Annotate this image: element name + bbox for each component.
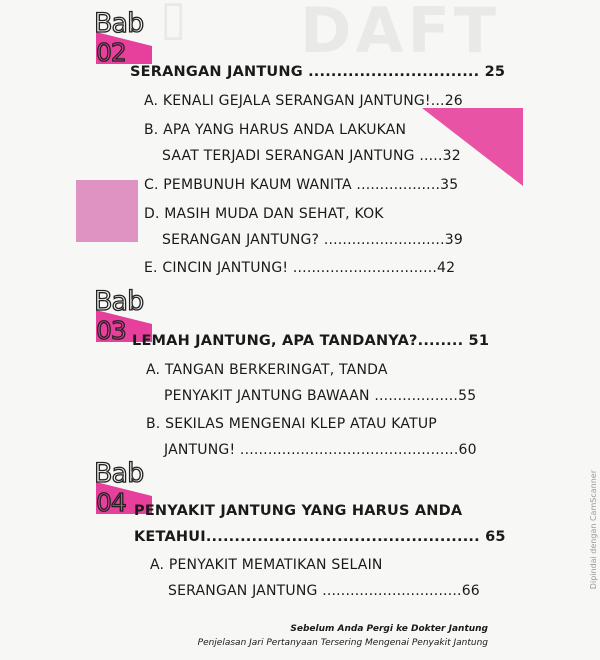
book-subtitle-footer: Penjelasan Jari Pertanyaan Tersering Mengenai Penyakit Jantung [197,638,488,648]
pink-triangle-decoration [418,100,526,188]
chapter-badge-number: 03 [96,316,126,345]
toc-entry: PENYAKIT JANTUNG BAWAAN ..................55 [164,388,477,404]
toc-entry: E. CINCIN JANTUNG! ...............................42 [144,260,456,276]
toc-entry: C. PEMBUNUH KAUM WANITA ..................35 [144,177,459,193]
chapter-title: SERANGAN JANTUNG .............................. 25 [130,64,506,80]
toc-entry: A. KENALI GEJALA SERANGAN JANTUNG!...26 [144,93,463,109]
bleedthrough-heading: DAFT [300,0,501,67]
toc-entry: A. TANGAN BERKERINGAT, TANDA [146,362,388,378]
chapter-badge-word: Bab [94,286,144,317]
chapter-title: LEMAH JANTUNG, APA TANDANYA?........ 51 [132,333,490,349]
chapter-badge-number: 02 [96,38,126,67]
bleedthrough-heading: ▯ [160,0,187,46]
book-title-footer: Sebelum Anda Pergi ke Dokter Jantung [290,624,488,634]
chapter-badge-number: 04 [96,488,126,517]
scanner-watermark: Dipindai dengan CamScanner [589,470,598,590]
chapter-title: PENYAKIT JANTUNG YANG HARUS ANDA [134,503,463,519]
toc-entry: SERANGAN JANTUNG? ..........................39 [162,232,463,248]
chapter-badge [94,8,160,67]
toc-entry: B. APA YANG HARUS ANDA LAKUKAN [144,122,407,138]
toc-entry: A. PENYAKIT MEMATIKAN SELAIN [150,557,383,573]
toc-entry: SERANGAN JANTUNG ..............................66 [168,583,480,599]
toc-entry: B. SEKILAS MENGENAI KLEP ATAU KATUP [146,416,437,432]
toc-entry: D. MASIH MUDA DAN SEHAT, KOK [144,206,384,222]
toc-entry: JANTUNG! ...............................................60 [164,442,477,458]
chapter-badge-word: Bab [94,458,144,489]
chapter-badge-word: Bab [94,8,144,39]
chapter-title-continued: KETAHUI................................................ 65 [134,529,506,545]
toc-entry: SAAT TERJADI SERANGAN JANTUNG .....32 [162,148,461,164]
pink-square-decoration [76,180,138,242]
